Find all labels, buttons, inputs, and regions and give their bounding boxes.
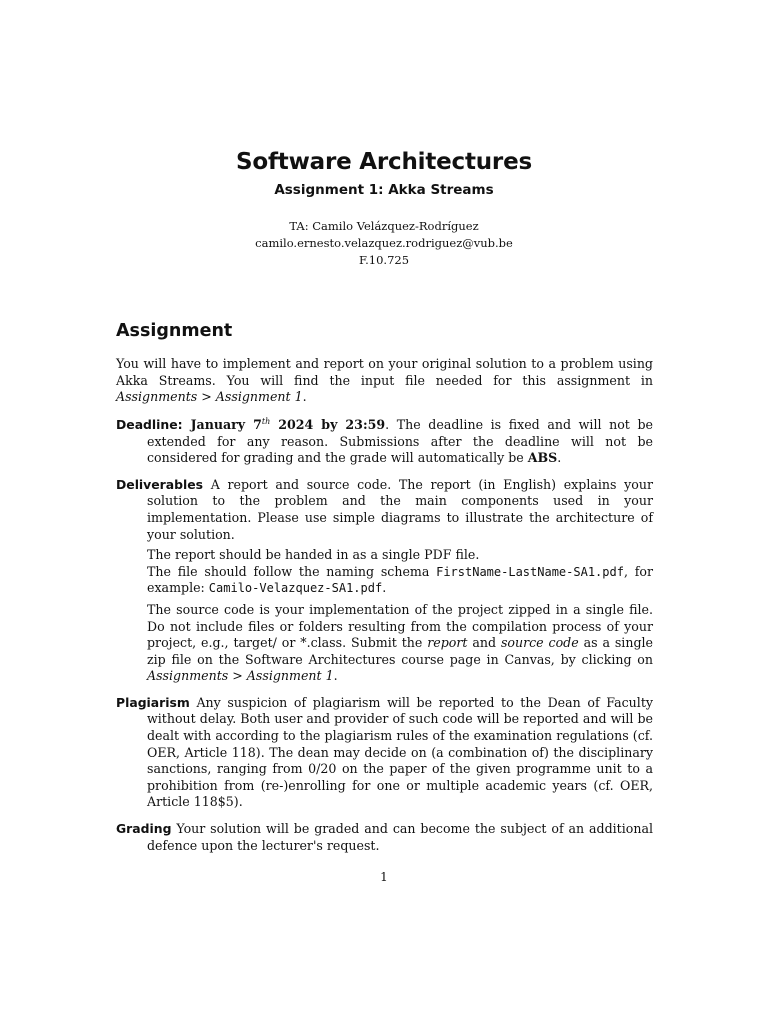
deliverables-source-note: The source code is your implementation of the project zipped in a single file. Do not include files or folders resulting from the compilation process of your project, e.g., target/ or *.class. Submit the report and source code as a single zip file on the Software Architectures course page in Canvas, by clicking on Assignments > Assignment 1.: [147, 601, 653, 684]
grading-entry: Grading Your solution will be graded and can become the subject of an additional defence upon the lecturer's request.: [116, 821, 653, 853]
ta-line: TA: Camilo Velázquez-Rodríguez: [289, 219, 479, 233]
deadline-term: Deadline:: [116, 416, 183, 432]
page-number: 1: [380, 870, 388, 884]
section-title: Assignment: [116, 321, 233, 341]
document-title: Software Architectures: [236, 149, 532, 175]
deliverables-entry: Deliverables A report and source code. The report (in English) explains your solution to the problem and the main components used in your implementation. Please use simple diagrams to illustrate the architecture of your solution.: [116, 476, 653, 542]
abs-grade: ABS: [527, 450, 558, 466]
deliverables-term: Deliverables: [116, 476, 204, 492]
deadline-date: January 7th 2024 by 23:59: [182, 416, 386, 432]
ta-email: camilo.ernesto.velazquez.rodriguez@vub.be: [255, 236, 513, 250]
file-example-code: Camilo-Velazquez-SA1.pdf: [208, 581, 383, 596]
grading-term: Grading: [116, 821, 172, 837]
deadline-entry: Deadline: January 7th 2024 by 23:59. The deadline is fixed and will not be extended for any reason. Submissions after the deadline will not be considered for grading and the grade will automatically be ABS.: [116, 416, 653, 466]
document-subtitle: Assignment 1: Akka Streams: [274, 182, 494, 198]
intro-path: Assignments > Assignment 1: [116, 389, 303, 405]
plagiarism-entry: Plagiarism Any suspicion of plagiarism will be reported to the Dean of Faculty without delay. Both user and provider of such code will be reported and will be dealt with according to the plagiarism rules of the examination regulations (cf. OER, Article 118). The dean may decide on (a combination of) the disciplinary sanctions, ranging from 0/20 on the paper of the given programme unit to a prohibition from (re-)enrolling for one or multiple academic years (cf. OER, Article 118$5).: [116, 694, 653, 810]
deliverables-report-note: The report should be handed in as a single PDF file. The file should follow the naming schema FirstName-LastName-SA1.pdf, for example: Camilo-Velazquez-SA1.pdf.: [147, 547, 653, 596]
section-body: [116, 356, 653, 854]
author-block: [0, 218, 768, 269]
plagiarism-term: Plagiarism: [116, 694, 190, 710]
intro-paragraph: You will have to implement and report on your original solution to a problem using Akka Streams. You will find the input file needed for this assignment in Assignments > Assignment 1.: [116, 356, 653, 405]
file-schema-code: FirstName-LastName-SA1.pdf: [436, 564, 624, 579]
canvas-path: Assignments > Assignment 1: [147, 668, 334, 684]
ta-office: F.10.725: [358, 253, 410, 267]
